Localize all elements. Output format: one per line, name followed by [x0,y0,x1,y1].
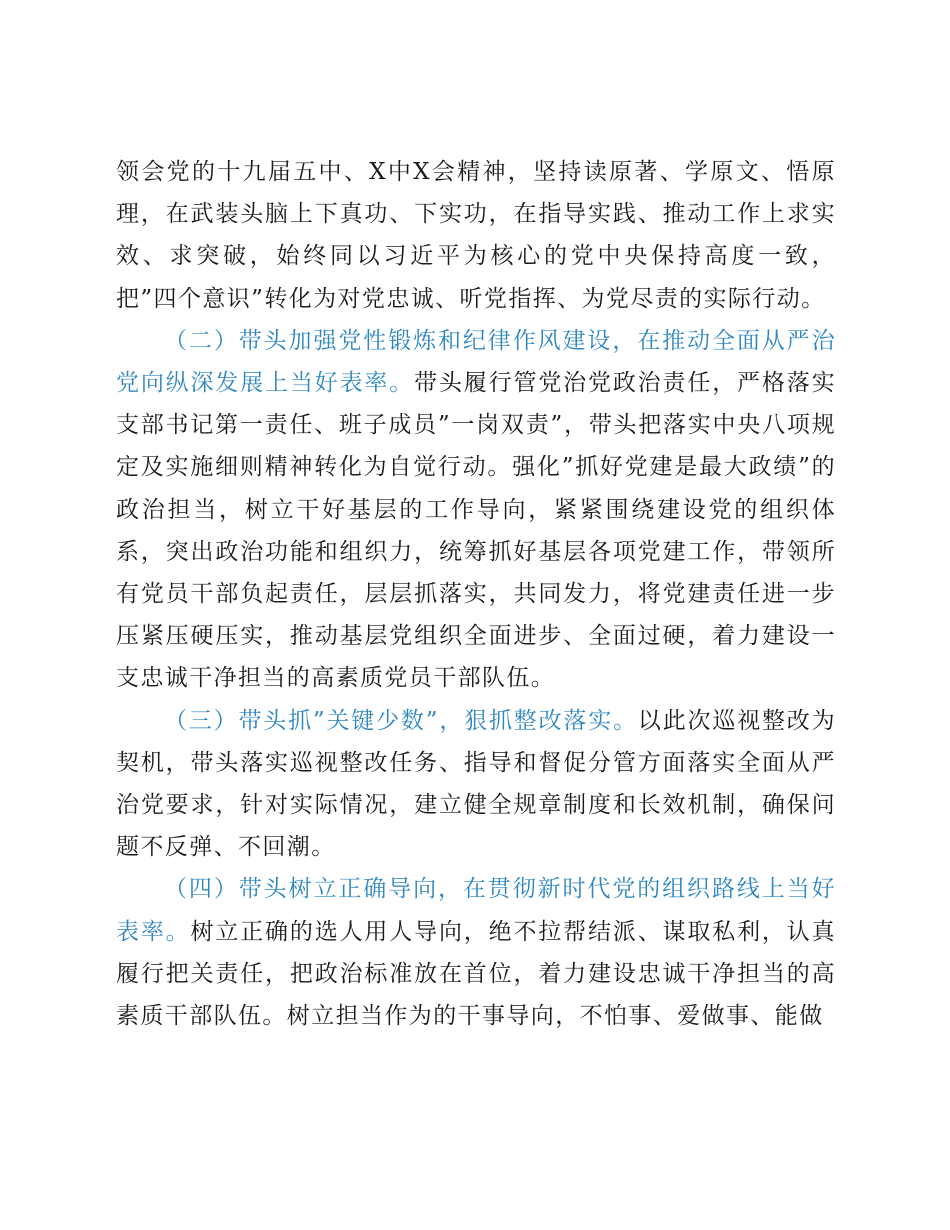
document-page [116,151,836,1037]
paragraph-body: 树立正确的选人用人导向，绝不拉帮结派、谋取私利，认真履行把关责任，把政治标准放在首位，着力建设忠诚干净担当的高素质干部队伍。树立担当作为的干事导向，不怕事、爱做事、能做 [116,918,836,1030]
section-heading: （三）带头抓”关键少数”，狠抓整改落实。 [164,707,638,734]
section-heading: （二）带头加强党性锻炼和纪律作风建设，在推动全面从严治党向纵深发展上当好表率。 [116,327,836,397]
paragraph-section-4 [116,868,836,1037]
paragraph-section-3 [116,700,836,869]
paragraph-body: 带头履行管党治党政治责任，严格落实支部书记第一责任、班子成员”一岗双责”，带头把落实中央八项规定及实施细则精神转化为自觉行动。强化”抓好党建是最大政绩”的政治担当，树立干好基层的工作导向，紧紧围绕建设党的组织体系，突出政治功能和组织力，统筹抓好基层各项党建工作，带领所有党员干部负起责任，层层抓落实，共同发力，将党建责任进一步压紧压硬压实，推动基层党组织全面进步、全面过硬，着力建设一支忠诚干净担当的高素质党员干部队伍。 [116,370,836,692]
paragraph-body: 以此次巡视整改为契机，带头落实巡视整改任务、指导和督促分管方面落实全面从严治党要求，针对实际情况，建立健全规章制度和长效机制，确保问题不反弹、不回潮。 [116,707,836,861]
paragraph-continuation [116,151,836,320]
paragraph-body: 领会党的十九届五中、X中X会精神，坚持读原著、学原文、悟原理，在武装头脑上下真功、下实功，在指导实践、推动工作上求实效、求突破，始终同以习近平为核心的党中央保持高度一致，把”四个意识”转化为对党忠诚、听党指挥、为党尽责的实际行动。 [116,159,836,312]
paragraph-section-2 [116,320,836,700]
section-heading: （四）带头树立正确导向，在贯彻新时代党的组织路线上当好表率。 [116,876,836,945]
